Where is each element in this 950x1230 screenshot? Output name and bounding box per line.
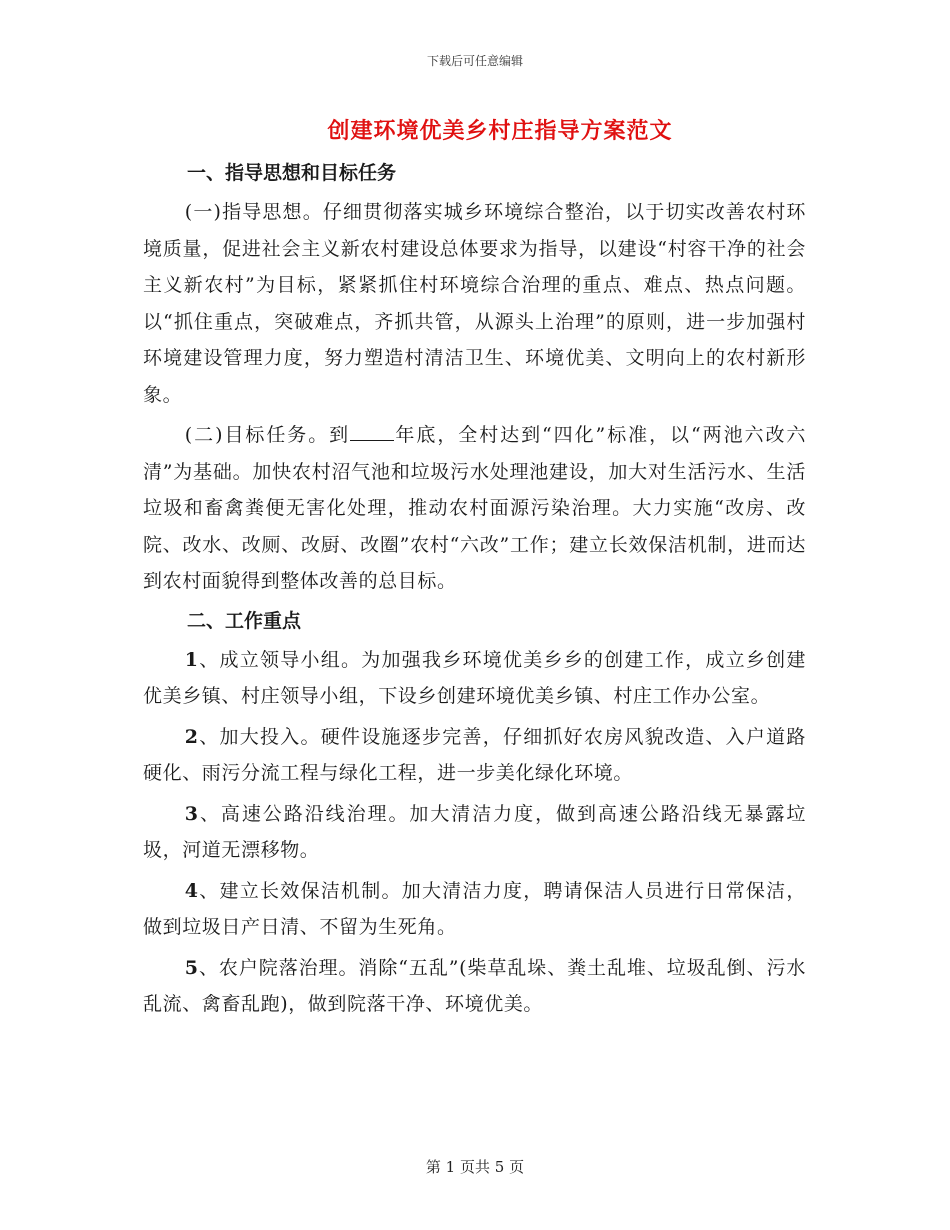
target-tasks-rest: 年底，全村达到“四化”标准，以“两池六改六清”为基础。加快农村沼气池和垃圾污水处理池建设，加大对生活污水、生活垃圾和畜禽粪便无害化处理，推动农村面源污染治理。大力实施“改房、改院、改水、改厕、改厨、改圈”农村“六改”工作；建立长效保洁机制，进而达到农村面貌得到整体改善的总目标。 — [143, 424, 806, 592]
target-tasks-lead: (二)目标任务。到 — [184, 424, 351, 446]
document-body — [143, 156, 806, 1023]
list-item — [143, 873, 806, 946]
year-blank — [350, 422, 394, 441]
item-text: 、高速公路沿线治理。加大清洁力度，做到高速公路沿线无暴露垃圾，河道无漂移物。 — [143, 802, 806, 861]
item-number: 2 — [184, 725, 199, 748]
header-note: 下载后可任意编辑 — [426, 54, 523, 68]
section-heading-2: 二、工作重点 — [187, 609, 302, 632]
paragraph-target-tasks — [143, 417, 806, 600]
list-item — [143, 950, 806, 1023]
item-number: 3 — [184, 802, 199, 825]
item-text: 、农户院落治理。消除“五乱”(柴草乱垛、粪土乱堆、垃圾乱倒、污水乱流、禽畜乱跑)，做到院落干净、环境优美。 — [143, 956, 806, 1015]
item-text: 、建立长效保洁机制。加大清洁力度，聘请保洁人员进行日常保洁，做到垃圾日产日清、不留为生死角。 — [143, 879, 806, 938]
paragraph-guiding-ideology: (一)指导思想。仔细贯彻落实城乡环境综合整治，以于切实改善农村环境质量，促进社会主义新农村建设总体要求为指导，以建设“村容干净的社会主义新农村”为目标，紧紧抓住村环境综合治理的重点、难点、热点问题。以“抓住重点，突破难点，齐抓共管，从源头上治理”的原则，进一步加强村环境建设管理力度，努力塑造村清洁卫生、环境优美、文明向上的农村新形象。 — [143, 201, 806, 406]
list-item — [143, 796, 806, 869]
item-number: 4 — [184, 879, 199, 902]
item-number: 5 — [184, 956, 199, 979]
item-text: 、加大投入。硬件设施逐步完善，仔细抓好农房风貌改造、入户道路硬化、雨污分流工程与绿化工程，进一步美化绿化环境。 — [143, 725, 806, 784]
page-footer: 第 1 页共 5 页 — [425, 1158, 525, 1176]
item-number: 1 — [184, 648, 199, 671]
section-heading-1: 一、指导思想和目标任务 — [187, 162, 397, 184]
document-title: 创建环境优美乡村庄指导方案范文 — [327, 118, 673, 144]
item-text: 、成立领导小组。为加强我乡环境优美乡乡的创建工作，成立乡创建优美乡镇、村庄领导小组，下设乡创建环境优美乡镇、村庄工作办公室。 — [143, 648, 806, 707]
list-item — [143, 642, 806, 715]
list-item — [143, 719, 806, 792]
